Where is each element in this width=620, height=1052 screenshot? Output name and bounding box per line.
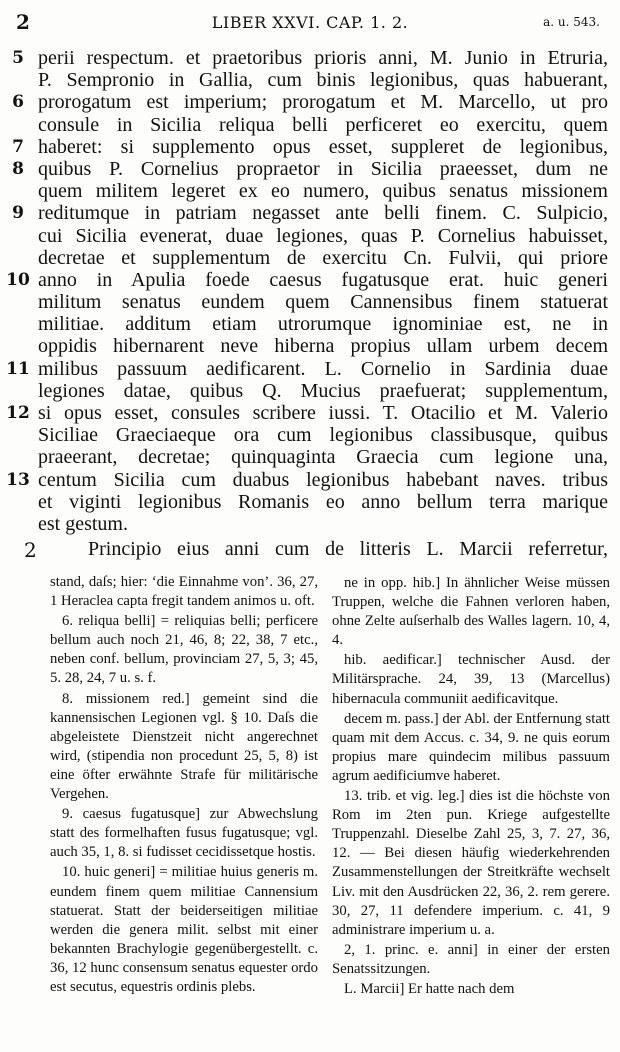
text-line [0,247,620,269]
text-line [0,269,620,291]
text-line [0,202,620,224]
line-text: consule in Sicilia reliqua belli perficeret eo exercitu, quem [38,113,608,136]
text-line [0,136,620,158]
chapter-line [0,538,620,563]
year-marker: a. u. 543. [543,15,600,29]
text-line [0,114,620,136]
text-line [0,469,620,491]
main-text [0,47,620,563]
line-text: centum Sicilia cum duabus legionibus habebant naves. tribus [38,468,608,491]
line-text: anno in Apulia foede caesus fugatusque erat. huic generi [38,268,608,291]
note-paragraph: ne in opp. hib.] In ähnlicher Weise müssen Truppen, welche die Fahnen verloren haben, ohne Zelte auſserhalb des Walles lagern. 10, 4, 4. [332,575,610,649]
line-text: quibus P. Cornelius propraetor in Sicilia praeesset, dum ne [38,157,608,180]
text-line [0,291,620,313]
note-paragraph: 10. huic generi] = militiae huius generis m. eundem finem quem militiae Cannensium statuerat. Statt der beiderseitigen militiae werden die genera milit. selbst mit einer bekannten Brachylogie gegenübergestellt. c. 36, 12 hunc consensum senatus equester ordo est secutus, equestris ordinis plebs. [50,864,318,995]
chapter-text: Principio eius anni cum de litteris L. Marcii referretur, [88,538,608,561]
line-text: oppidis hibernarent neve hiberna propius ullam urbem decem [38,335,608,358]
text-line [0,446,620,468]
text-line [0,69,620,91]
text-line [0,158,620,180]
commentary-notes [0,573,620,1052]
note-paragraph: 6. reliqua belli] = reliquias belli; perficere bellum auch noch 21, 46, 8; 22, 38, 7 etc., neben conf. bellum, provinciam 27, 5, 3; 45, 5. 28, 24, 7 u. s. f. [50,613,318,687]
line-text: militiae. additum etiam utrorumque ignominiae est, ne in [38,313,608,336]
note-paragraph: 9. caesus fugatusque] zur Abwechslung statt des formelhaften fusus fugatusque; vgl. auch 35, 1, 8. si fudisset cecidissetque hostis. [50,806,318,861]
line-text: milibus passuum aedificarent. L. Cornelio in Sardinia duae [38,357,608,380]
line-text: decretae et supplementum de exercitu Cn. Fulvii, qui priore [38,246,608,269]
text-line [0,513,620,535]
text-line [0,402,620,424]
line-text: est gestum. [38,512,128,535]
note-paragraph: decem m. pass.] der Abl. der Entfernung statt quam mit dem Accus. c. 34, 9. ne quis eorum propius mare quindecim milibus passuum agrum aedificiumve haberet. [332,710,610,784]
text-line [0,380,620,402]
text-line [0,313,620,335]
line-text: P. Sempronio in Gallia, cum binis legionibus, quas habuerant, [38,69,608,92]
line-text: cui Sicilia evenerat, duae legiones, quas P. Cornelius habuisset, [38,224,608,247]
line-number: 13 [6,469,30,490]
notes-right-column [332,573,610,999]
line-number: 11 [6,358,30,379]
line-number: 6 [12,92,24,113]
text-line [0,491,620,513]
line-number: 9 [12,203,24,224]
line-text: militum senatus eundem quem Cannensibus finem statuerat [38,291,608,314]
text-line [0,91,620,113]
chapter-number: 2 [24,538,37,563]
text-line [0,225,620,247]
line-number: 10 [6,269,30,290]
text-line [0,424,620,446]
page-number: 2 [16,10,30,34]
line-number: 12 [6,403,30,423]
page-header [0,10,620,36]
line-text: si opus esset, consules scribere iussi. T. Otacilio et M. Valerio [38,402,608,424]
note-paragraph: 2, 1. princ. e. anni] in einer der ersten Senatssitzungen. [332,941,610,977]
note-paragraph: 13. trib. et vig. leg.] dies ist die höchste von Rom im 2ten pun. Kriege aufgestellte Truppenzahl. Dieselbe Zahl 25, 3, 7. 27, 36, 12. — Bei diesen häufig wiederkehrenden Zusammenstellungen der Streitkräfte wechselt Liv. mit den Ausdrücken 22, 36, 2. rem gerere. 30, 27, 11 defendere imperium. c. 41, 9 administrare imperium u. a. [332,788,610,938]
text-line [0,180,620,202]
line-text: haberet: si supplemento opus esset, suppleret de legionibus, [38,135,608,158]
line-text: praeerant, decretae; quinquaginta Graecia cum legione una, [38,446,608,469]
text-line [0,358,620,380]
line-number: 8 [12,158,24,179]
note-paragraph: hib. aedificar.] technischer Ausd. der Militärsprache. 24, 39, 13 (Marcellus) hibernacula communiit aedificavitque. [332,652,610,707]
text-line [0,335,620,357]
notes-left-column [50,573,318,997]
line-text: et viginti legionibus Romanis eo anno bellum terra marique [38,490,608,513]
note-paragraph: 8. missionem red.] gemeint sind die kannensischen Legionen vgl. § 10. Daſs die abgeleistete Dienstzeit nicht angerechnet wird, (stipendia non procedunt 25, 5, 8) ist eine öfter erwähnte Strafe für militärische Vergehen. [50,690,318,803]
text-line [0,47,620,69]
line-text: Siciliae Graeciaeque ora cum legionibus classibusque, quibus [38,424,608,447]
line-number: 7 [12,136,24,157]
note-paragraph: L. Marcii] Er hatte nach dem [344,980,515,997]
line-text: quem militem legeret ex eo numero, quibus senatus missionem [38,180,608,203]
running-title: LIBER XXVI. CAP. 1. 2. [211,13,409,32]
note-paragraph: stand, daſs; hier: ‘die Einnahme von’. 36, 27, 1 Heraclea capta fregit tandem animos u. oft. [50,574,318,610]
line-text: reditumque in patriam negasset ante belli finem. C. Sulpicio, [38,202,608,225]
line-text: perii respectum. et praetoribus prioris anni, M. Junio in Etruria, [38,47,608,69]
line-text: prorogatum est imperium; prorogatum et M. Marcello, ut pro [38,91,608,114]
line-number: 5 [12,48,24,68]
line-text: legiones datae, quibus Q. Mucius praefuerat; supplementum, [38,379,608,402]
